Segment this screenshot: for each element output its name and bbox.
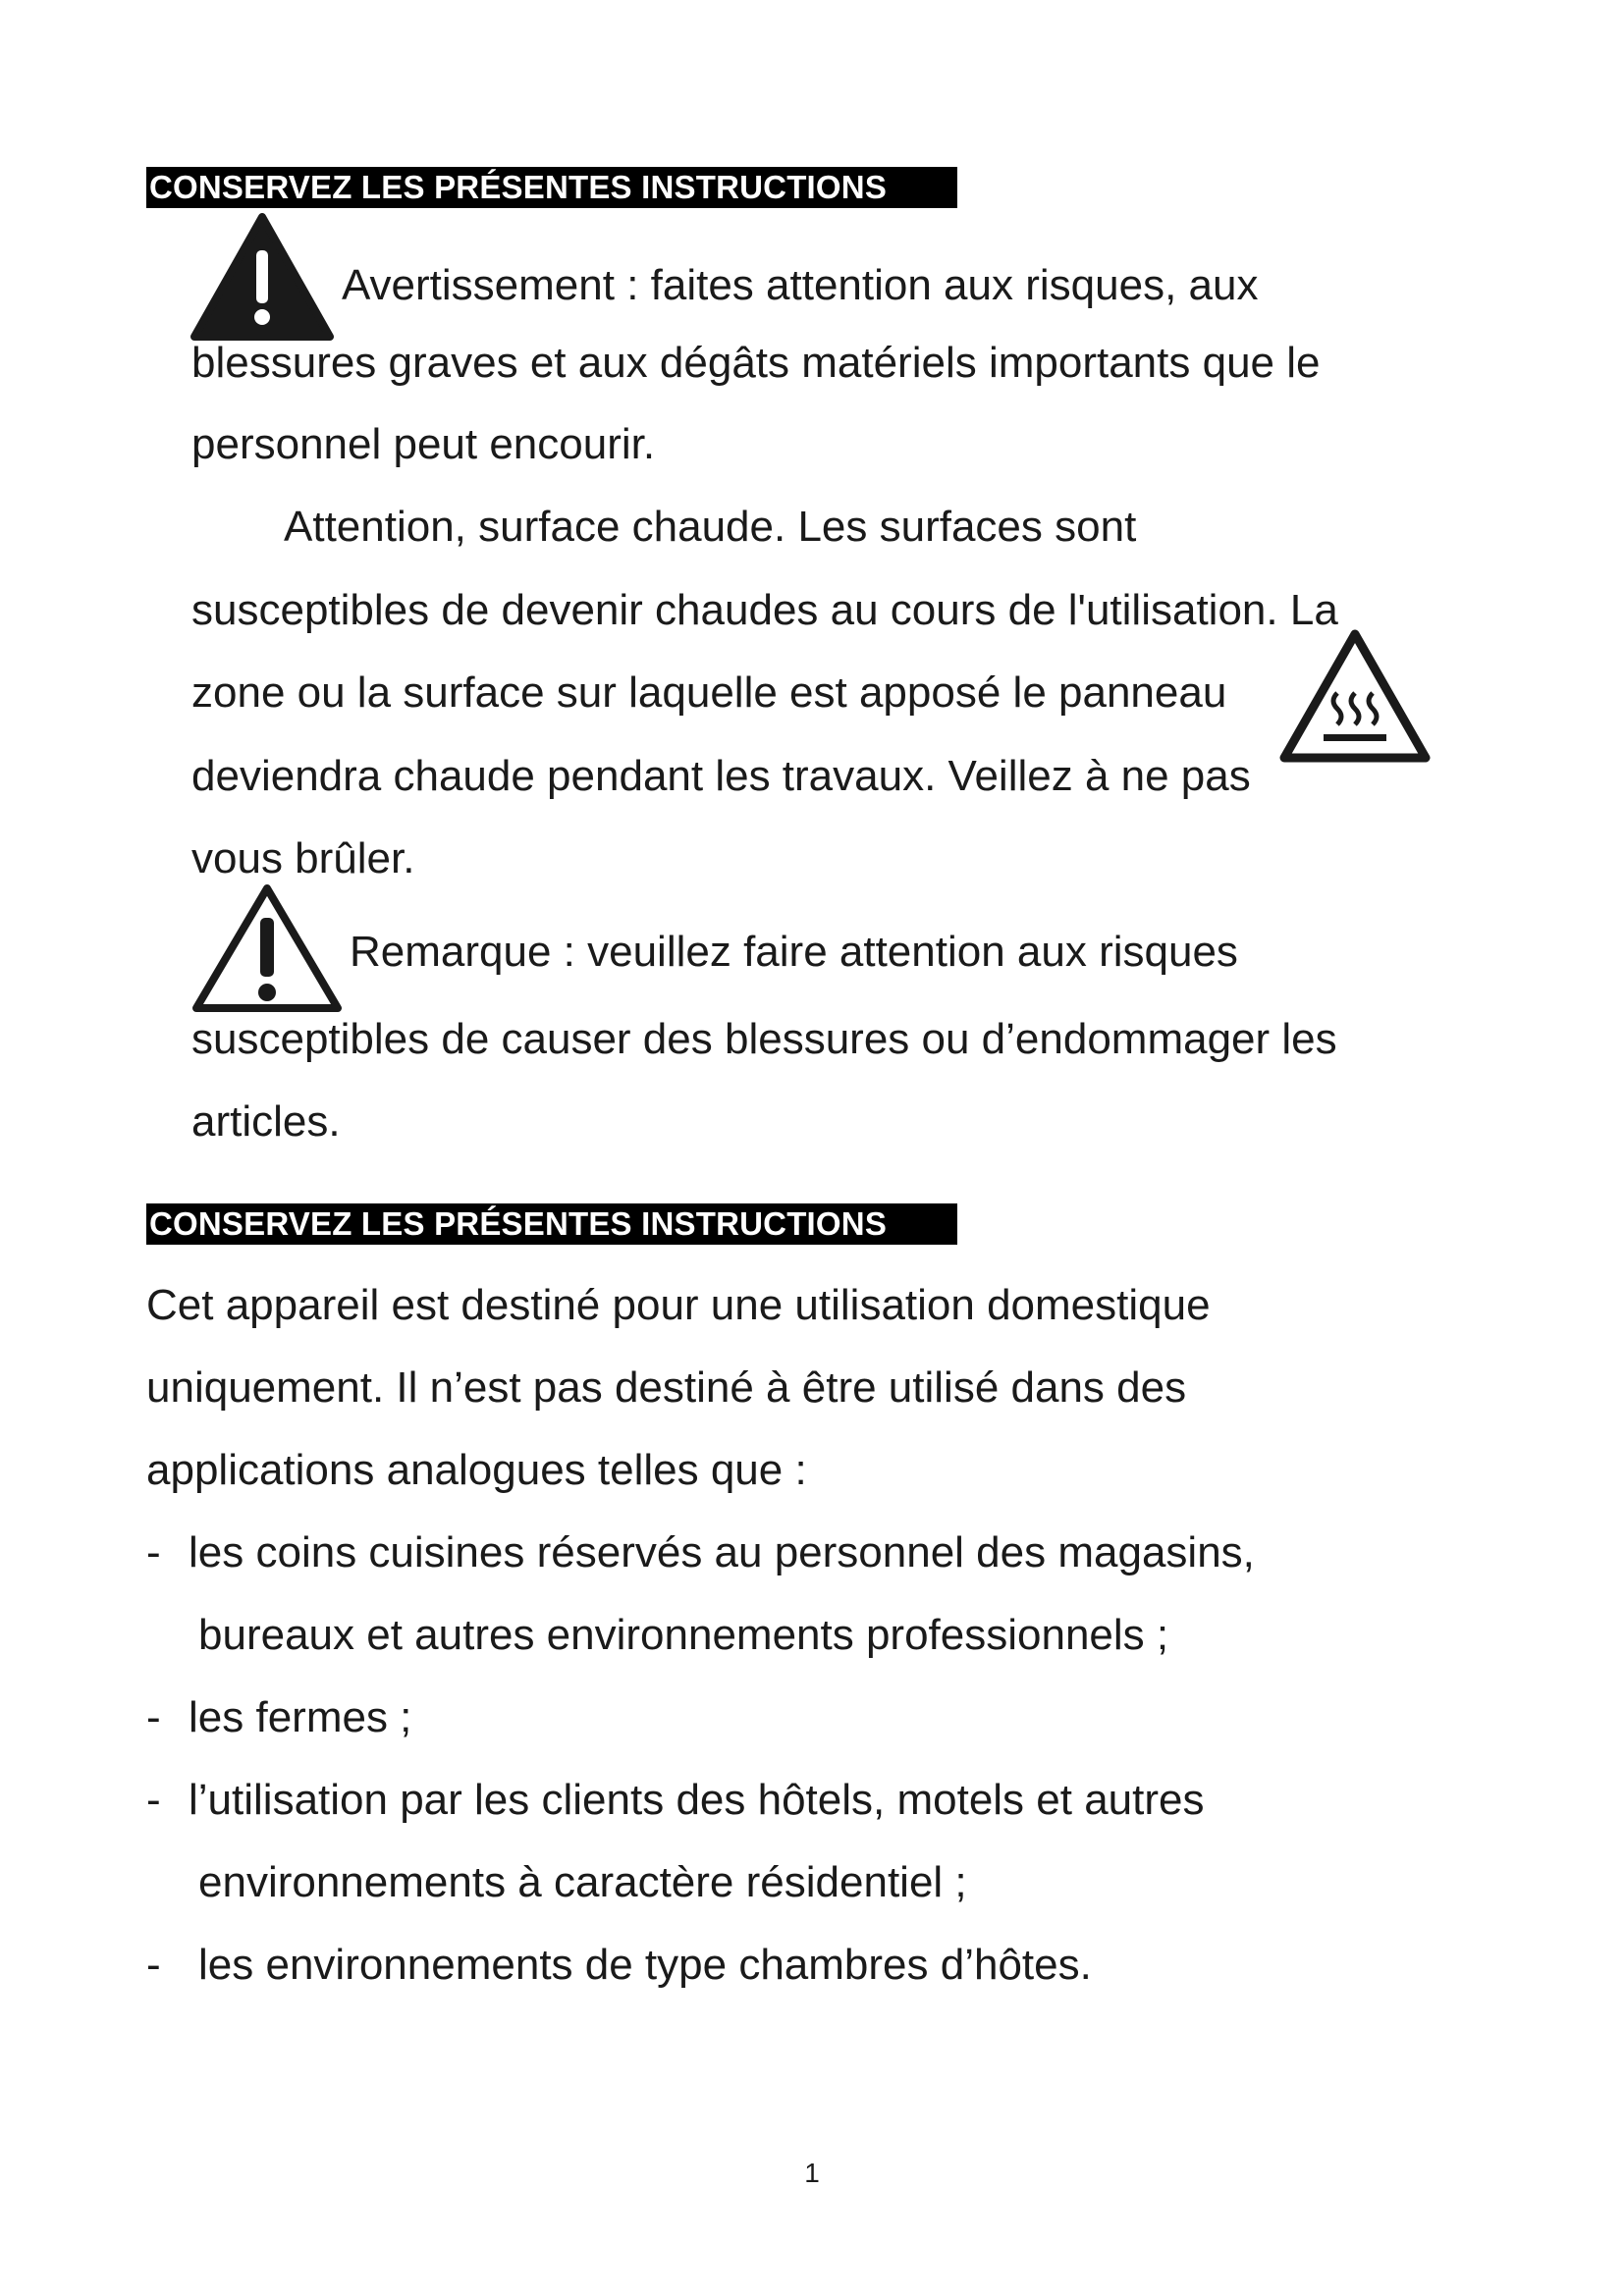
hot-surface-text-line-2: susceptibles de devenir chaudes au cours de l'utilisation. La — [191, 586, 1338, 634]
section-heading-bottom: CONSERVEZ LES PRÉSENTES INSTRUCTIONS — [146, 1203, 957, 1245]
hot-surface-text-line-1: Attention, surface chaude. Les surfaces sont — [284, 503, 1137, 551]
warning-text-line-3: personnel peut encourir. — [191, 420, 656, 468]
bullet-dash: - — [146, 1941, 161, 1989]
list-item-4: les environnements de type chambres d’hôtes. — [198, 1941, 1092, 1989]
remark-text-line-3: articles. — [191, 1097, 341, 1146]
hot-surface-icon — [1276, 626, 1434, 766]
remark-text-line-2: susceptibles de causer des blessures ou d’endommager les — [191, 1015, 1337, 1063]
caution-triangle-outline-icon — [189, 881, 346, 1018]
usage-text-line-3: applications analogues telles que : — [146, 1446, 807, 1494]
warning-text-line-1: Avertissement : faites attention aux risques, aux — [342, 261, 1259, 309]
page-number: 1 — [804, 2158, 820, 2188]
hot-surface-text-line-5: vous brûler. — [191, 834, 415, 882]
section-heading-top: CONSERVEZ LES PRÉSENTES INSTRUCTIONS — [146, 167, 957, 208]
warning-text-line-2: blessures graves et aux dégâts matériels importants que le — [191, 339, 1321, 387]
hot-surface-text-line-4: deviendra chaude pendant les travaux. Veillez à ne pas — [191, 752, 1251, 800]
warning-triangle-filled-icon — [189, 211, 336, 344]
list-item-3-line-2: environnements à caractère résidentiel ; — [198, 1858, 967, 1906]
list-item-1-line-1: les coins cuisines réservés au personnel des magasins, — [189, 1528, 1255, 1576]
hot-surface-text-line-3: zone ou la surface sur laquelle est apposé le panneau — [191, 668, 1227, 717]
bullet-dash: - — [146, 1776, 161, 1824]
usage-text-line-2: uniquement. Il n’est pas destiné à être utilisé dans des — [146, 1363, 1187, 1412]
list-item-1-line-2: bureaux et autres environnements professionnels ; — [198, 1611, 1169, 1659]
bullet-dash: - — [146, 1693, 161, 1741]
list-item-2: les fermes ; — [189, 1693, 412, 1741]
usage-text-line-1: Cet appareil est destiné pour une utilisation domestique — [146, 1281, 1211, 1329]
remark-text-line-1: Remarque : veuillez faire attention aux risques — [350, 928, 1238, 976]
list-item-3-line-1: l’utilisation par les clients des hôtels, motels et autres — [189, 1776, 1205, 1824]
bullet-dash: - — [146, 1528, 161, 1576]
